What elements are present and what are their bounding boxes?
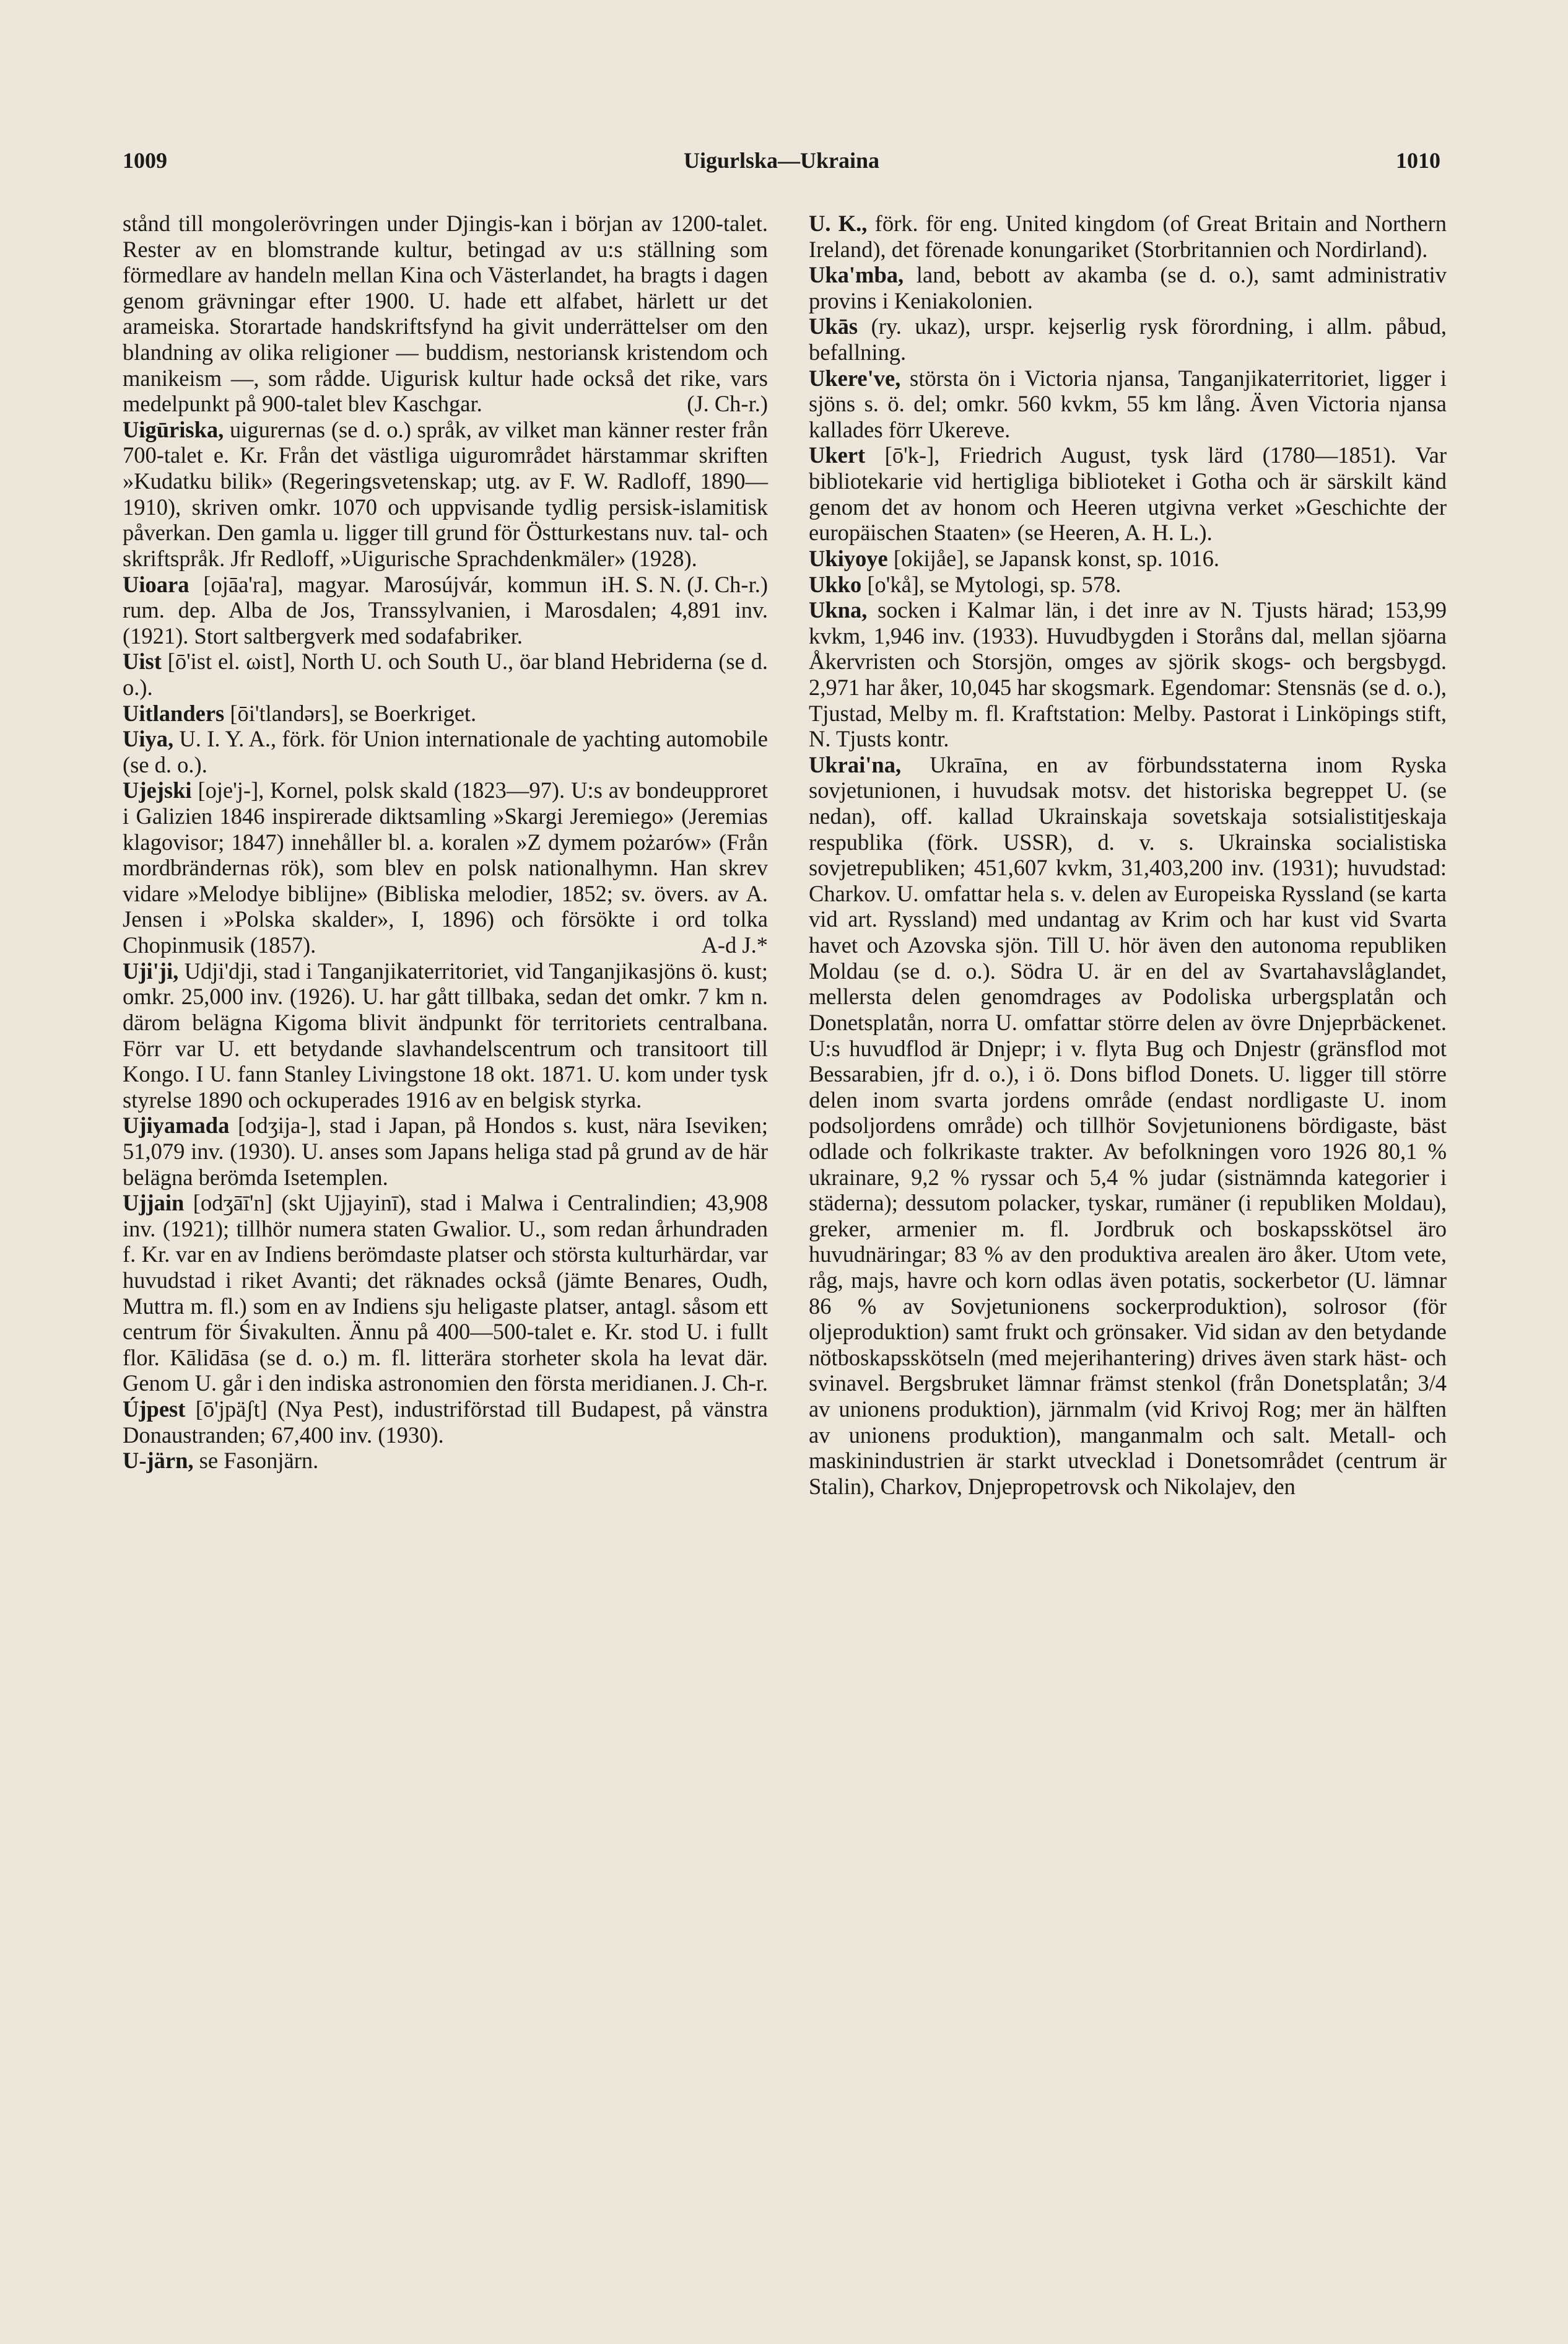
author-signature: (J. Ch-r.) xyxy=(687,391,768,417)
article-entry xyxy=(809,752,1447,1500)
entry-text: [ojāa'ra], magyar. Marosújvár, kommun i rum. dep. Alba de Jos, Transsylvanien, i Marosdalen; 4,891 inv. (1921). Stort saltbergverk med sodafabriker. xyxy=(123,571,768,649)
headword: Ukert xyxy=(809,442,866,468)
article-entry xyxy=(123,1448,768,1474)
author-signature: H. S. N. (J. Ch-r.) xyxy=(608,571,768,597)
article-entry xyxy=(809,572,1447,598)
right-column xyxy=(809,211,1447,1499)
entry-text: [o'kå], se Mytologi, sp. 578. xyxy=(861,571,1122,597)
headword: Uigūriska, xyxy=(123,416,224,442)
headword: Ukrai'na, xyxy=(809,751,902,777)
left-page-number: 1009 xyxy=(123,148,167,173)
entry-text: förk. för eng. United kingdom (of Great Britain and Northern Ireland), det förenade konungariket (Storbritannien och Nordirland). xyxy=(809,211,1447,262)
article-entry xyxy=(123,726,768,777)
entry-text: Ukraīna, en av förbundsstaterna inom Ryska sovjetunionen, i huvudsak motsv. det historiska begreppet U. (se nedan), off. kallad Ukrainskaja sovetskaja sotsialistitjeskaja respublika (förk. USSR), d. v. s. Ukrainska socialistiska sovjetrepubliken; 451,607 kvkm, 31,403,200 inv. (1931); huvudstad: Charkov. U. omfattar hela s. v. delen av Europeiska Ryssland (se karta vid art. Ryssland) med undantag av Krim och har kust vid Svarta havet och Azovska sjön. Till U. hör även den autonoma republiken Moldau (se d. o.). Södra U. är en del av Svartahavslåglandet, mellersta delen genomdrages av Podoliska urbergsplatån och Donetsplatån, norra U. omfattar större delen av övre Dnjeprbäckenet. U:s huvudflod är Dnjepr; i v. flyta Bug och Dnjestr (gränsflod mot Bessarabien, jfr d. o.), i ö. Dons biflod Donets. U. ligger till större delen inom svarta jordens område (endast nordligaste U. inom podsoljordens område) och tillhör Sovjetunionens bördigaste, bäst odlade och folkrikaste trakter. Av befolkningen voro 1926 80,1 % ukrainare, 9,2 % ryssar och 5,4 % judar (sistnämnda kategorier i städerna); dessutom polacker, tyskar, rumäner (i republiken Moldau), greker, armenier m. fl. Jordbruk och boskapsskötsel äro huvudnäringar; 83 % av den produktiva arealen äro åker. Utom vete, råg, majs, havre och korn odlas även potatis, sockerbetor (U. lämnar 86 % av Sovjetunionens sockerproduktion), solrosor (för oljeproduktion) samt frukt och grönsaker. Vid sidan av den betydande nötboskapsskötseln (med mejerihantering) drives även stark häst- och svinavel. Bergsbruket lämnar främst stenkol (från Donetsplatån; 3/4 av unionens produktion), järnmalm (vid Krivoj Rog; mer än hälften av unionens produktion), manganmalm och salt. Metall- och maskinindustrien är starkt utvecklad i Donetsområdet (centrum är Stalin), Charkov, Dnjepropetrovsk och Nikolajev, den xyxy=(809,751,1447,1499)
headword: Ujejski xyxy=(123,777,192,803)
left-column xyxy=(123,211,768,1474)
entry-text: (ry. ukaz), urspr. kejserlig rysk förordning, i allm. påbud, befallning. xyxy=(809,313,1447,365)
entry-text: [oje'j-], Kornel, polsk skald (1823—97). U:s av bondeupproret i Galizien 1846 inspirerade diktsamling »Skargi Jeremiego» (Jeremias klagovisor; 1847) innehåller bl. a. koralen »Z dymem pożarów» (Från mordbrändernas rök), som blev en polsk nationalhymn. Han skrev vidare »Melodye biblijne» (Bibliska melodier, 1852; sv. övers. av A. Jensen i »Polska skalder», I, 1896) och försökte i ord tolka Chopinmusik (1857). xyxy=(123,777,768,958)
entry-text: se Fasonjärn. xyxy=(193,1448,319,1474)
article-entry xyxy=(809,262,1447,313)
headword: Újpest xyxy=(123,1396,186,1422)
headword: Ukiyoye xyxy=(809,545,888,571)
entry-text: [ō'k-], Friedrich August, tysk lärd (1780—1851). Var bibliotekarie vid hertigliga biblioteket i Gotha och är särskilt känd genom det av honom och Heeren utgivna verket »Geschichte der europäischen Staaten» (se Heeren, A. H. L.). xyxy=(809,442,1447,546)
entry-text: [ōi'tlandərs], se Boerkriget. xyxy=(224,700,477,726)
headword: Ujjain xyxy=(123,1190,185,1216)
headword: Ukās xyxy=(809,313,858,339)
entry-text: [odʒija-], stad i Japan, på Hondos s. kust, nära Iseviken; 51,079 inv. (1930). U. anses som Japans heliga stad på grund av de här belägna berömda Isetemplen. xyxy=(123,1113,768,1190)
entry-text: största ön i Victoria njansa, Tanganjikaterritoriet, ligger i sjöns s. ö. del; omkr. 560 kvkm, 55 km lång. Även Victoria njansa kallades förr Ukereve. xyxy=(809,365,1447,442)
article-entry xyxy=(123,958,768,1113)
entry-text: stånd till mongolerövringen under Djingis-kan i början av 1200-talet. Rester av en blomstrande kultur, betingad av u:s ställning som förmedlare av handeln mellan Kina och Västerlandet, ha bragts i dagen genom grävningar efter 1900. U. hade ett alfabet, härlett ur det arameiska. Storartade handskriftsfynd ha givit underrättelser om den blandning av olika religioner — buddism, nestoriansk kristendom och manikeism —, som rådde. Uigurisk kultur hade också det rike, vars medelpunkt på 900-talet blev Kaschgar. xyxy=(123,211,768,417)
author-signature: A-d J.* xyxy=(701,932,768,958)
article-entry xyxy=(123,701,768,727)
headword: U-järn, xyxy=(123,1448,194,1474)
headword: Uioara xyxy=(123,571,189,597)
entry-text: [odʒāī'n] (skt Ujjayinī), stad i Malwa i Centralindien; 43,908 inv. (1921); tillhör numera staten Gwalior. U., som redan århundraden f. Kr. var en av Indiens berömdaste platser och största kulturhärdar, var huvudstad i riket Avanti; det räknades också (jämte Benares, Oudh, Muttra m. fl.) som en av Indiens sju heligaste platser, antagl. såsom ett centrum för Śivakulten. Ännu på 400—500-talet e. Kr. stod U. i fullt flor. Kālidāsa (se d. o.) m. fl. litterära storheter skola ha levat där. Genom U. går i den indiska astronomien den första meridianen. xyxy=(123,1190,768,1396)
headword: Ukna, xyxy=(809,597,868,623)
headword: U. K., xyxy=(809,211,868,236)
article-entry xyxy=(809,365,1447,443)
article-entry xyxy=(123,649,768,700)
author-signature: J. Ch-r. xyxy=(702,1370,768,1396)
article-entry xyxy=(123,1113,768,1190)
headword: Uitlanders xyxy=(123,700,225,726)
article-entry xyxy=(809,442,1447,545)
entry-text: [ō'jpäʃt] (Nya Pest), industriförstad till Budapest, på vänstra Donaustranden; 67,400 inv. (1930). xyxy=(123,1396,768,1448)
article-entry xyxy=(809,597,1447,752)
right-page-number: 1010 xyxy=(1396,148,1440,173)
headword: Uiya, xyxy=(123,726,174,752)
article-entry xyxy=(809,211,1447,262)
headword: Uji'ji, xyxy=(123,958,179,984)
article-entry xyxy=(123,211,768,417)
headword: Uka'mba, xyxy=(809,262,904,288)
article-entry xyxy=(123,777,768,958)
headword: Ujiyamada xyxy=(123,1113,230,1139)
entry-text: Udji'dji, stad i Tanganjikaterritoriet, vid Tanganjikasjöns ö. kust; omkr. 25,000 inv. (1926). U. har gått tillbaka, sedan det omkr. 7 km n. därom belägna Kigoma blivit ändpunkt för territoriets centralbana. Förr var U. ett betydande slavhandelscentrum och transitoort till Kongo. I U. fann Stanley Livingstone 18 okt. 1871. U. kom under tysk styrelse 1890 och ockuperades 1916 av en belgisk styrka. xyxy=(123,958,768,1113)
running-head: Uigurlska—Ukraina xyxy=(683,148,880,173)
entry-text: [okijåe], se Japansk konst, sp. 1016. xyxy=(887,545,1220,571)
headword: Ukere've, xyxy=(809,365,901,391)
article-entry xyxy=(123,1190,768,1396)
entry-text: [ō'ist el. ωist], North U. och South U., öar bland Hebriderna (se d. o.). xyxy=(123,649,768,700)
entry-text: U. I. Y. A., förk. för Union internationale de yachting automobile (se d. o.). xyxy=(123,726,768,777)
article-entry xyxy=(809,546,1447,572)
page-header xyxy=(123,147,1440,185)
headword: Ukko xyxy=(809,571,862,597)
entry-text: land, bebott av akamba (se d. o.), samt administrativ provins i Keniakolonien. xyxy=(809,262,1447,313)
entry-text: uigurernas (se d. o.) språk, av vilket man känner rester från 700-talet e. Kr. Från det västliga uigurområdet härstammar skriften »Kudatku bilik» (Regeringsvetenskap; utg. av F. W. Radloff, 1890—1910), skriven omkr. 1070 och uppvisande tydlig persisk-islamitisk påverkan. Den gamla u. ligger till grund för Östturkestans nuv. tal- och skriftspråk. Jfr Redloff, »Uigurische Sprachdenkmäler» (1928). xyxy=(123,416,768,571)
article-entry xyxy=(809,313,1447,365)
entry-text: socken i Kalmar län, i det inre av N. Tjusts härad; 153,99 kvkm, 1,946 inv. (1933). Huvudbygden i Storåns dal, mellan sjöarna Åkervristen och Storsjön, omges av sjörik skogs- och bergsbygd. 2,971 har åker, 10,045 har skogsmark. Egendomar: Stensnäs (se d. o.), Tjustad, Melby m. fl. Kraftstation: Melby. Pastorat i Linköpings stift, N. Tjusts kontr. xyxy=(809,597,1447,752)
article-entry xyxy=(123,1396,768,1448)
headword: Uist xyxy=(123,649,162,675)
